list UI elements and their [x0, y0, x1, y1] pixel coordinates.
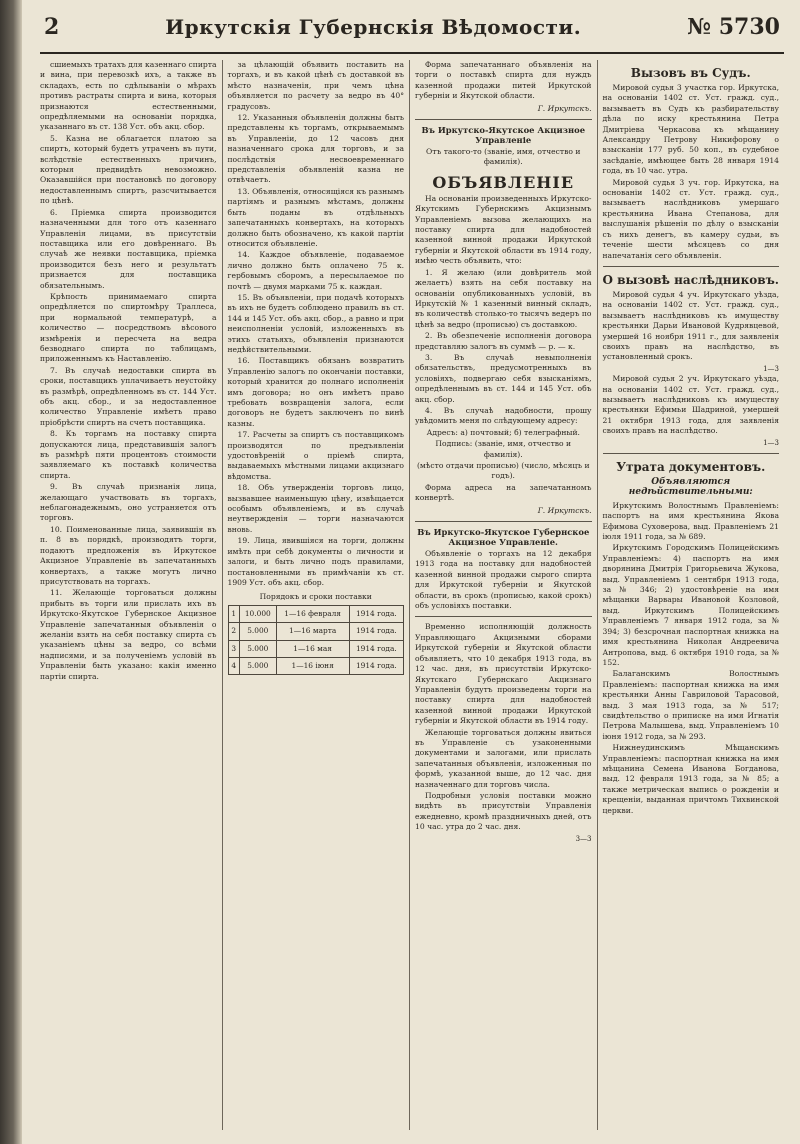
divider [415, 521, 592, 522]
paragraph: 17. Расчеты за спиртъ съ поставщикомъ производятся по предъявленіи удостовѣреній о пріемѣ спирта, выдаваемыхъ мѣстными лицами акцизнаго вѣдомства. [227, 430, 404, 481]
form-addressee-2: Въ Иркутско-Якутское Губернское Акцизное Управленіе. [417, 527, 590, 548]
table-cell: 1914 года. [349, 623, 403, 640]
paragraph: 7. Въ случаѣ недоставки спирта въ сроки, поставщикъ уплачиваетъ неустойку въ размѣрѣ, опредѣленномъ въ ст. 144 Уст. объ акц. сбор., и за недоставленное количество Управленіе имѣетъ право пріобрѣсти спиртъ на счетъ поставщика. [40, 365, 217, 427]
paragraph: Подпись: (званіе, имя, отчество и фамилія). [435, 439, 572, 459]
table-row [228, 623, 404, 640]
paragraph: Мировой судья 3 участка гор. Иркутска, на основаніи 1402 ст. Уст. гражд. суд., вызываетъ въ Судъ къ разбирательству дѣла по иску крестьянина Петра Дмитріева Черкасова къ мѣщанину Александру Петрову Никифорову о взысканіи 177 руб. 50 коп., въ судебное засѣданіе, имѣющее быть 28 января 1914 года, въ 10 час. утра. [602, 83, 779, 176]
paragraph: Временно исполняющій должность Управляющаго Акцизными сборами Иркутской губерніи и Якутской области объявляетъ, что 10 декабря 1913 года, въ 12 час. дня, въ присутствіи Иркутско-Якутскаго Губернскаго Акцизнаго Управленія будутъ произведены торги на поставку спирта для надобностей казенной винной продажи Иркутской губерніи и Якутской области въ 1914 году. [415, 622, 592, 726]
paragraph: 13. Объявленія, относящіяся къ разнымъ партіямъ и разнымъ мѣстамъ, должны быть поданы въ отдѣльныхъ запечатанныхъ конвертахъ, на которыхъ должно быть обозначено, къ какой партіи относится объявленіе. [227, 186, 404, 248]
table-cell: 10.000 [240, 605, 277, 622]
paragraph: Иркутскимъ Волостнымъ Правленіемъ: паспортъ на имя крестьянина Якова Ефимова Суховерова, выд. Правленіемъ 21 іюля 1911 года, за № 689. [602, 500, 779, 542]
paragraph: сшиемыхъ тратахъ для казеннаго спирта и вина, при перевозкѣ ихъ, а также въ складахъ, есть по сдѣлываніи о мѣрахъ противъ растраты спирта и вина, которыя признаются естественными, опредѣляемыми на основаніи порядка, указаннаго въ ст. 138 Уст. объ акц. сбор. [40, 60, 217, 132]
paragraph: 10. Поименованные лица, заявившія въ п. 8 въ порядкѣ, производятъ торги, подаютъ предложенія въ Иркутское Акцизное Управленіе въ запечатанныхъ конвертахъ, а также могутъ лично присутствовать на торгахъ. [40, 524, 217, 586]
paragraph: Адресъ: а) почтовый; б) телеграфный. [426, 427, 580, 437]
section-subtitle: Объявляются недѣйствительными: [628, 477, 753, 498]
column-3 [409, 60, 597, 1130]
table-cell: 1914 года. [349, 657, 403, 674]
table-cell: 1914 года. [349, 640, 403, 657]
paragraph: Нижнеудинскимъ Мѣщанскимъ Управленіемъ: паспортная книжка на имя мѣщанина Семена Иванова Богданова, выд. 12 февраля 1913 года, за № 85; а также метрическая выпись о рожденіи и крещеніи, выданная причтомъ Тихвинской церкви. [602, 743, 779, 815]
section-title-court-summons: Вызовъ въ Судъ. [630, 66, 751, 80]
table-row [228, 640, 404, 657]
text-columns [40, 60, 784, 1130]
table-cell: 1—16 іюня [276, 657, 349, 674]
paragraph: На основаніи произведенныхъ Иркутско-Якутскимъ Губернскимъ Акцизнымъ Управленіемъ вызова желающихъ на поставку спирта для надобностей казенной винной продажи Иркутской губерніи и Якутской области въ 1914 году, имѣю честь объявить, что: [415, 193, 592, 266]
divider [415, 119, 592, 120]
paragraph: Объявленіе о торгахъ на 12 декабря 1913 года на поставку для надобностей казенной винной продажи сырого спирта для Иркутской губерніи и Якутской области, въ срокъ (прописью, какой срокъ) объ условіяхъ поставки. [415, 549, 592, 611]
column-2 [222, 60, 410, 1130]
notice-title: ОБЪЯВЛЕНІЕ [432, 172, 575, 192]
form-addressee: Въ Иркутско-Якутское Акцизное Управленіе [421, 125, 586, 146]
paragraph: 8. Къ торгамъ на поставку спирта допускаются лица, представившія залогъ въ размѣрѣ пяти процентовъ стоимости заявляемаго къ поставкѣ количества спирта. [40, 429, 217, 480]
paragraph: Крѣпость принимаемаго спирта опредѣляется по спиртомѣру Траллеса, при нормальной температурѣ, а количество — посредствомъ вѣсового измѣренія и пересчета на ведра безводнаго спирта по таблицамъ, приложеннымъ къ Наставленію. [40, 291, 217, 364]
paragraph: за цѣлающій объявить поставить на торгахъ, и въ какой цѣнѣ съ доставкой въ мѣсто назначенія, при чемъ цѣна объявляется по расчету за ведро въ 40° градусовъ. [227, 60, 404, 111]
table-cell: 1—16 февраля [276, 605, 349, 622]
issue-number: № 5730 [687, 14, 780, 40]
table-cell: 1—16 марта [276, 623, 349, 640]
paragraph: Желающіе торговаться должны явиться въ Управленіе съ узаконенными документами и залогами, или прислать запечатанныя объявленія, изложенныя по формѣ, указанной выше, до 12 час. дня назначеннаго для торговъ числа. [415, 727, 592, 789]
paragraph: Мировой судья 3 уч. гор. Иркутска, на основаніи 1402 ст. Уст. гражд. суд., вызываетъ наслѣдниковъ умершаго крестьянина Ивана Степанова, для выслушанія рѣшенія по дѣлу о взысканіи съ нихъ денегъ, въ камеру судьи, въ теченіе шести мѣсяцевъ со дня напечатанія сего объявленія. [602, 177, 779, 260]
paragraph: Подробныя условія поставки можно видѣть въ присутствіи Управленія ежедневно, кромѣ праздничныхъ дней, отъ 10 час. утра до 2 час. дня. [415, 790, 592, 832]
table-cell: 4 [228, 657, 240, 674]
form-intro: Форма запечатаннаго объявленія на торги о поставкѣ спирта для нуждъ казенной продажи питей Иркутской губерніи и Якутской области. [415, 60, 592, 101]
divider [415, 616, 592, 617]
paragraph: 1. Я желаю (или довѣритель мой желаетъ) взять на себя поставку на основаніи опубликованныхъ условій, въ Иркутскій № 1 казенный винный складъ, въ количествѣ столько-то тысячъ ведеръ по цѣнѣ за ведро (прописью) съ доставкою. [415, 267, 592, 329]
paragraph: 12. Указанныя объявленія должны быть представлены къ торгамъ, открываемымъ въ Управленіи, до 12 часовъ дня назначеннаго срока для торговъ, и за послѣдствія несвоевременнаго представленія объявленій казна не отвѣчаетъ. [227, 113, 404, 185]
table-row [228, 657, 404, 674]
table-cell: 5.000 [240, 640, 277, 657]
page-binding-edge [0, 0, 22, 1144]
paragraph: 2. Въ обезпеченіе исполненія договора представляю залогъ въ суммѣ — р. — к. [415, 331, 592, 351]
divider [603, 453, 780, 454]
page-number: 2 [44, 14, 60, 40]
table-cell: 5.000 [240, 623, 277, 640]
schedule-caption: Порядокъ и сроки поставки [259, 592, 372, 602]
form-sign: Г. Иркутскъ. [537, 505, 592, 515]
end-mark: 1—3 [763, 364, 779, 373]
table-cell: 1 [228, 605, 240, 622]
form-envelope-note: Форма адреса на запечатанномъ конвертѣ. [415, 482, 592, 503]
delivery-schedule-table [228, 592, 405, 675]
newspaper-masthead: Иркутскія Губернскія Вѣдомости. [165, 15, 582, 39]
table-cell: 1—16 мая [276, 640, 349, 657]
table-cell: 2 [228, 623, 240, 640]
form-from-line: Отъ такого-то (званіе, имя, отчество и фамилія). [426, 147, 581, 167]
section-title-lost-documents: Утрата документовъ. [616, 460, 766, 474]
paragraph: Мировой судья 2 уч. Иркутскаго уѣзда, на основаніи 1402 ст. Уст. гражд. суд., вызываетъ наслѣдниковъ къ имуществу крестьянки Ефимьи Шадриной, умершей 21 октября 1913 года, для заявленія своихъ правъ на наслѣдство. [602, 374, 779, 436]
paragraph: 9. Въ случаѣ признанія лица, желающаго участвовать въ торгахъ, неблагонадежнымъ, оно устраняется отъ торговъ. [40, 482, 217, 523]
column-1 [40, 60, 222, 1130]
end-mark: 1—3 [763, 438, 779, 447]
paragraph: 11. Желающіе торговаться должны прибыть въ торги или прислать ихъ въ Иркутско-Якутское Губернское Акцизное Управленіе запечатанныя объявленія о желаніи взять на себя поставку спирта съ указаніемъ цѣны за ведро, со всѣми надписями, и за полученіемъ условій въ Управленіи быть указано: какія именно партіи спирта. [40, 588, 217, 681]
section-title-heirs: О вызовѣ наслѣдниковъ. [602, 272, 779, 287]
paragraph: Балаганскимъ Волостнымъ Правленіемъ: паспортная книжка на имя крестьянки Анны Гавриловой Тарасовой, выд. 3 мая 1913 года, за № 517; свидѣтельство о приписке на имя Игнатія Петрова Малышева, выд. Управленіемъ 10 іюня 1912 года, за № 293. [602, 669, 779, 741]
paragraph: 4. Въ случаѣ надобности, прошу увѣдомить меня по слѣдующему адресу: [415, 405, 592, 426]
paragraph: 15. Въ объявленіи, при подачѣ которыхъ въ ихъ не будетъ соблюдено правилъ въ ст. 144 и 145 Уст. объ акц. сбор., а равно и при неисполненіи условій, изложенныхъ въ этихъ статьяхъ, объявленія признаются недѣйствительными. [227, 292, 404, 354]
paragraph: 19. Лица, явившіяся на торги, должны имѣть при себѣ документы о личности и залоги, и быть лично подъ правилами, постановленными въ примѣчаніи къ ст. 1909 Уст. объ акц. сбор. [227, 536, 404, 587]
form-date-line: (мѣсто отдачи прописью) (число, мѣсяцъ и годъ). [416, 461, 590, 481]
column-4 [597, 60, 785, 1130]
paragraph: 5. Казна не облагается платою за спиртъ, который будетъ утраченъ въ пути, вслѣдствіе естественныхъ причинъ, которыя предвидѣть невозможно. Оказавшійся при постановкѣ по договору недоставленнымъ спиртъ, разсчитывается по цѣнѣ. [40, 133, 217, 206]
divider [603, 266, 780, 267]
paragraph: 14. Каждое объявленіе, подаваемое лично должно быть оплачено 75 к. гербовымъ сборомъ, а пересылаемое по почтѣ — двумя марками 75 к. каждая. [227, 250, 404, 291]
paragraph: 3. Въ случаѣ невыполненія обязательствъ, предусмотренныхъ въ условіяхъ, подвергаю себя взысканіямъ, опредѣленнымъ въ ст. 144 и 145 Уст. объ акц. сбор. [415, 352, 592, 404]
form-intro-sign: Г. Иркутскъ. [537, 103, 592, 113]
table-cell: 5.000 [240, 657, 277, 674]
paragraph: 6. Пріемка спирта производится назначенными для того отъ казеннаго Управленія лицами, въ присутствіи поставщика или его довѣреннаго. Въ случаѣ же неявки поставщика, пріемка производится безъ него и результатъ признается для поставщика обязательнымъ. [40, 207, 217, 290]
page-header [40, 14, 784, 54]
table-cell: 3 [228, 640, 240, 657]
paragraph: Иркутскимъ Городскимъ Полицейскимъ Управленіемъ: 4) паспортъ на имя дворянина Дмитрія Григорьевича Жукова, выд. Управленіемъ 1 сентября 1913 года, за № 346; 2) удостовѣреніе на имя мѣщанки Варвары Ивановой Козловой, выд. Иркутскимъ Полицейскимъ Управленіемъ 7 января 1912 года, за № 394; 3) безсрочная паспортная книжка на имя крестьянина Николая Андреевича Антропова, выд. 6 октября 1910 года, за № 152. [602, 543, 779, 667]
paragraph: 18. Объ утвержденіи торговъ лицо, вызвавшее наименьшую цѣну, извѣщается особымъ объявленіемъ, и въ случаѣ неутвержденія — торги назначаются вновь. [227, 483, 404, 534]
table-cell: 1914 года. [349, 605, 403, 622]
paragraph: 16. Поставщикъ обязанъ возвратить Управленію залогъ по окончаніи поставки, который хранится до полнаго исполненія имъ договора; но онъ имѣетъ право требовать возвращенія залога, если договоръ не будетъ заключенъ по винѣ казны. [227, 356, 404, 428]
paragraph: Мировой судья 4 уч. Иркутскаго уѣзда, на основаніи 1402 ст. Уст. гражд. суд., вызываетъ наслѣдниковъ къ имуществу крестьянки Дарьи Ивановой Кудрявцевой, умершей 16 ноября 1911 г., для заявленія своихъ правъ на наслѣдство, въ установленный срокъ. [602, 289, 779, 362]
end-mark: 3—3 [575, 834, 592, 843]
table-row [228, 605, 404, 622]
